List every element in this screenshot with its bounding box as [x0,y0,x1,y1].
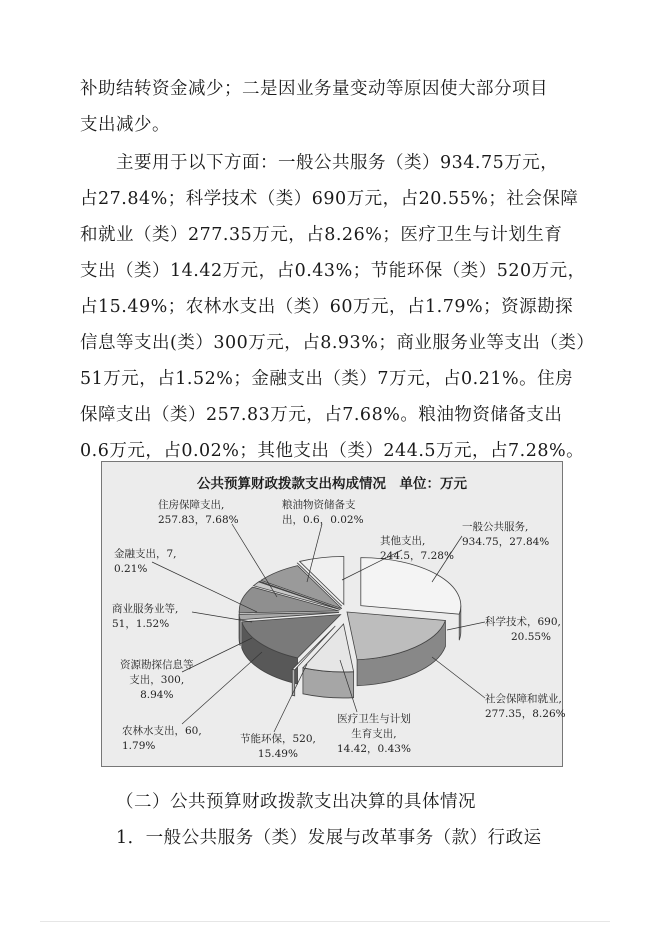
label-agri-line2: 1.79% [122,740,156,752]
label-housing-line2: 257.83，7.68% [158,514,239,526]
section-heading: （二）公共预算财政拨款支出决算的具体情况 [116,792,476,812]
label-grain-line1: 粮油物资储备支 [282,499,356,511]
label-medical [337,712,411,757]
pie-slice-0 [361,558,461,615]
label-general [462,520,549,550]
label-energy-line1: 节能环保，520, [240,733,316,745]
label-science-line2: 20.55% [511,631,552,643]
label-medical-line1: 医疗卫生与计划 [337,713,411,725]
label-grain [282,498,364,528]
body-line-5: 和就业（类）277.35万元，占8.26%；医疗卫生与计划生育 [80,225,563,245]
page-edge-line [40,921,610,922]
label-resource-line1: 资源勘探信息等 [120,659,194,671]
label-housing [158,498,239,528]
label-energy [240,732,316,762]
label-finance [114,547,177,577]
label-other-line1: 其他支出, [380,535,426,547]
pie-chart [101,461,566,767]
label-commerce-line1: 商业服务业等, [112,603,179,615]
label-resource-line3: 8.94% [140,689,174,701]
label-science [485,615,561,645]
label-medical-line2: 生育支出, [351,728,397,740]
body-line-2: 支出减少。 [80,115,170,135]
body-line-4: 占27.84%；科学技术（类）690万元，占20.55%；社会保障 [80,189,579,209]
label-resource-line2: 支出，300, [129,674,185,686]
label-medical-line3: 14.42，0.43% [337,743,411,755]
body-line-9: 51万元，占1.52%；金融支出（类）7万元，占0.21%。住房 [80,369,574,389]
label-finance-line2: 0.21% [114,563,148,575]
section-item-1: 1．一般公共服务（类）发展与改革事务（款）行政运 [116,828,542,848]
body-line-3: 主要用于以下方面：一般公共服务（类）934.75万元， [116,153,559,173]
label-other [380,534,454,564]
body-line-11: 0.6万元，占0.02%；其他支出（类）244.5万元，占7.28%。 [80,441,585,461]
leader-line-2 [432,657,485,698]
label-energy-line2: 15.49% [257,748,298,760]
label-general-line2: 934.75，27.84% [462,536,550,548]
label-agri-line1: 农林水支出，60, [122,725,202,737]
label-science-line1: 科学技术，690, [485,616,561,628]
label-housing-line1: 住房保障支出, [158,499,225,511]
label-social [485,692,566,722]
label-resource [120,658,194,703]
leader-line-1 [447,622,485,630]
label-general-line1: 一般公共服务, [462,521,529,533]
label-grain-line2: 出，0.6，0.02% [282,514,364,526]
label-commerce-line2: 51，1.52% [112,618,170,630]
chart-title: 公共预算财政拨款支出构成情况 单位：万元 [197,476,467,492]
label-other-line2: 244.5，7.28% [380,550,454,562]
label-agri [122,724,202,754]
label-social-line2: 277.35，8.26% [485,708,566,720]
body-line-8: 信息等支出(类）300万元，占8.93%；商业服务业等支出（类） [80,333,595,353]
body-line-6: 支出（类）14.42万元，占0.43%；节能环保（类）520万元， [80,261,586,281]
label-commerce [112,602,178,632]
body-line-10: 保障支出（类）257.83万元，占7.68%。粮油物资储备支出 [80,405,563,425]
label-social-line1: 社会保障和就业, [485,693,562,705]
leader-line-5 [182,652,262,724]
label-finance-line1: 金融支出，7, [114,548,177,560]
body-line-1: 补助结转资金减少；二是因业务量变动等原因使大部分项目 [80,79,548,99]
body-line-7: 占15.49%；农林水支出（类）60万元，占1.79%；资源勘探 [80,297,574,317]
